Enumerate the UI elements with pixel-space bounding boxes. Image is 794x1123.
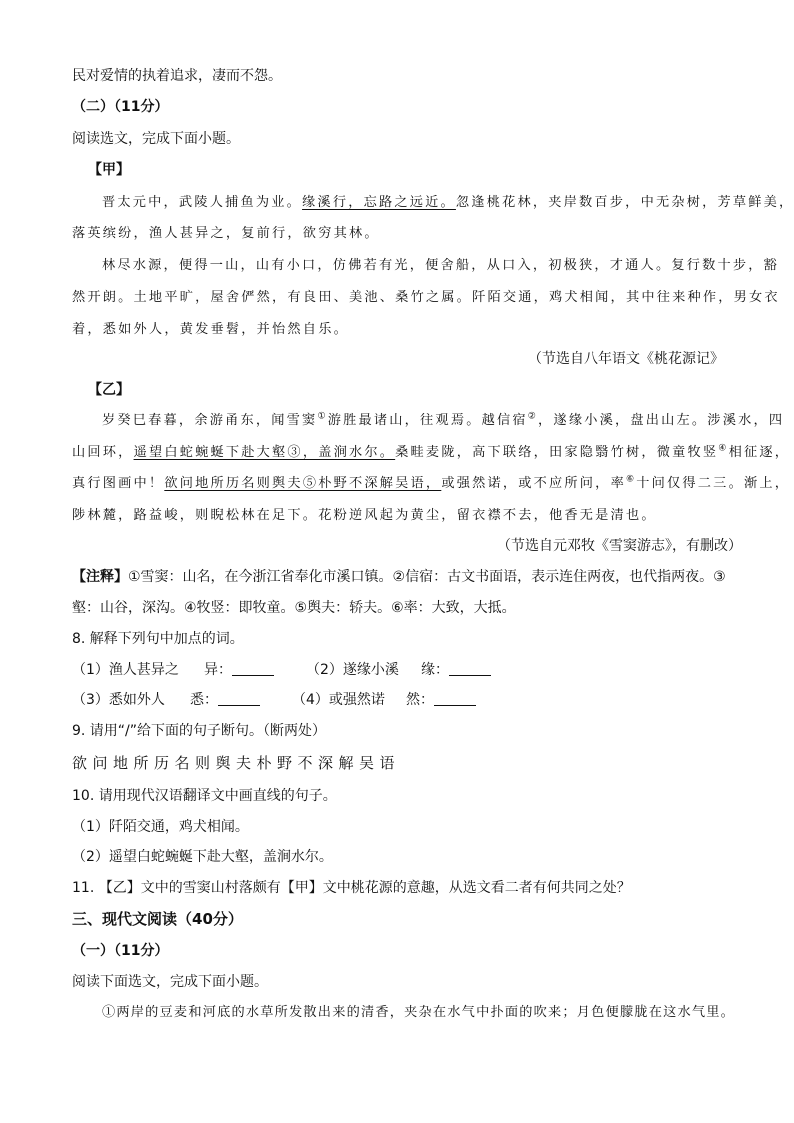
q9-sentence[interactable]: 欲问地所历名则舆夫朴野不深解吴语 (72, 754, 401, 772)
jia-para2-line1: 林尽水源，便得一山，山有小口，仿佛若有光，便舍船，从口入，初极狭，才通人。复行数十步，豁 (102, 258, 780, 273)
q8-stem: 8. 解释下列句中加点的词。 (72, 631, 244, 647)
yi-line4: 陟林麓，路益峻，则睨松林在足下。花粉逆风起为黄尘，留衣襟不去，他香无是清也。 (72, 508, 657, 523)
note-marker-6: ⑥ (625, 474, 637, 485)
yi-label: 【乙】 (88, 382, 130, 398)
answer-blank-4[interactable] (434, 691, 476, 706)
notes-line1: 【注释】①雪窦：山名，在今浙江省奉化市溪口镇。②信宿：古文书面语，表示连住两夜，也代指两夜。③ (72, 569, 726, 585)
yi-line1: 岁癸巳春暮，余游甬东，闻雪窦①游胜最诸山，往观焉。越信宿②，遂缘小溪，盘出山左。涉溪水，四 (102, 411, 785, 428)
q10-stem: 10. 请用现代汉语翻译文中画直线的句子。 (72, 788, 337, 804)
q8-item-2-answer: 缘： (421, 660, 491, 680)
note-marker-4: ④ (718, 443, 729, 454)
jia-label: 【甲】 (88, 162, 130, 178)
answer-blank-3[interactable] (218, 691, 260, 706)
q8-item-3: （3）悉如外人 (72, 692, 165, 708)
read-instruction: 阅读选文，完成下面小题。 (72, 131, 240, 147)
yi-source: （节选自元邓牧《雪窦游志》，有删改） (497, 538, 742, 554)
q8-item-1-answer: 异： (204, 660, 274, 680)
q8-item-3-answer: 悉： (190, 690, 260, 710)
jia-source: （节选自八年语文《桃花源记》 (528, 351, 724, 367)
q8-item-4-answer: 然： (406, 690, 476, 710)
section-3-heading: 三、现代文阅读（40分） (72, 910, 243, 928)
jia-para1-line2: 落英缤纷，渔人甚异之，复前行，欲穷其林。 (72, 226, 380, 241)
note-marker-1: ① (317, 411, 328, 422)
note-marker-2: ② (527, 411, 539, 422)
underlined-sentence-1: 缘溪行，忘路之远近。 (302, 195, 456, 210)
answer-blank-1[interactable] (232, 661, 274, 676)
q8-item-2: （2）遂缘小溪 (306, 662, 399, 678)
read-instruction-2: 阅读下面选文，完成下面小题。 (72, 974, 268, 990)
underlined-sentence-2: 遥望白蛇蜿蜒下赴大壑③，盖涧水尔。 (133, 445, 396, 460)
notes-line2: 壑：山谷，深沟。④牧竖：即牧童。⑤舆夫：轿夫。⑥率：大致，大抵。 (72, 600, 516, 616)
yi-line3: 真行图画中！欲问地所历名则舆夫⑤朴野不深解吴语，或强然诺，或不应所问，率⑥十问仅得二三。渐上， (72, 474, 791, 491)
section-3-subheading: （一）（11分） (72, 943, 169, 959)
q8-item-4: （4）或强然诺 (292, 692, 385, 708)
jia-para1-line1: 晋太元中，武陵人捕鱼为业。缘溪行，忘路之远近。忽逢桃花林，夹岸数百步，中无杂树，芳草鲜美， (102, 195, 794, 210)
q9-stem: 9. 请用“/”给下面的句子断句。（断两处） (72, 723, 327, 739)
q11-stem: 11. 【乙】文中的雪窦山村落颇有【甲】文中桃花源的意趣，从选文看二者有何共同之处？ (72, 880, 631, 896)
answer-blank-2[interactable] (449, 661, 491, 676)
underlined-sentence-3: 欲问地所历名则舆夫⑤朴野不深解吴语， (164, 476, 442, 491)
q8-item-1: （1）渔人甚异之 (72, 662, 179, 678)
intro-tail-text: 民对爱情的执着追求，凄而不怨。 (72, 68, 282, 84)
yi-line2: 山回环，遥望白蛇蜿蜒下赴大壑③，盖涧水尔。桑畦麦陇，高下联络，田家隐翳竹树，微童牧竖④相征逐， (72, 443, 791, 460)
jia-para2-line3: 着，悉如外人，黄发垂髫，并怡然自乐。 (72, 322, 349, 337)
q10-item-1: （1）阡陌交通，鸡犬相闻。 (72, 819, 249, 835)
jia-para2-line2: 然开朗。土地平旷，屋舍俨然，有良田、美池、桑竹之属。阡陌交通，鸡犬相闻，其中往来种作，男女衣 (72, 290, 780, 305)
passage-first-line: ①两岸的豆麦和河底的水草所发散出来的清香，夹杂在水气中扑面的吹来；月色便朦胧在这水气里。 (102, 1005, 736, 1020)
q10-item-2: （2）遥望白蛇蜿蜒下赴大壑，盖涧水尔。 (72, 849, 333, 865)
section-2-heading: （二）（11分） (72, 99, 169, 115)
